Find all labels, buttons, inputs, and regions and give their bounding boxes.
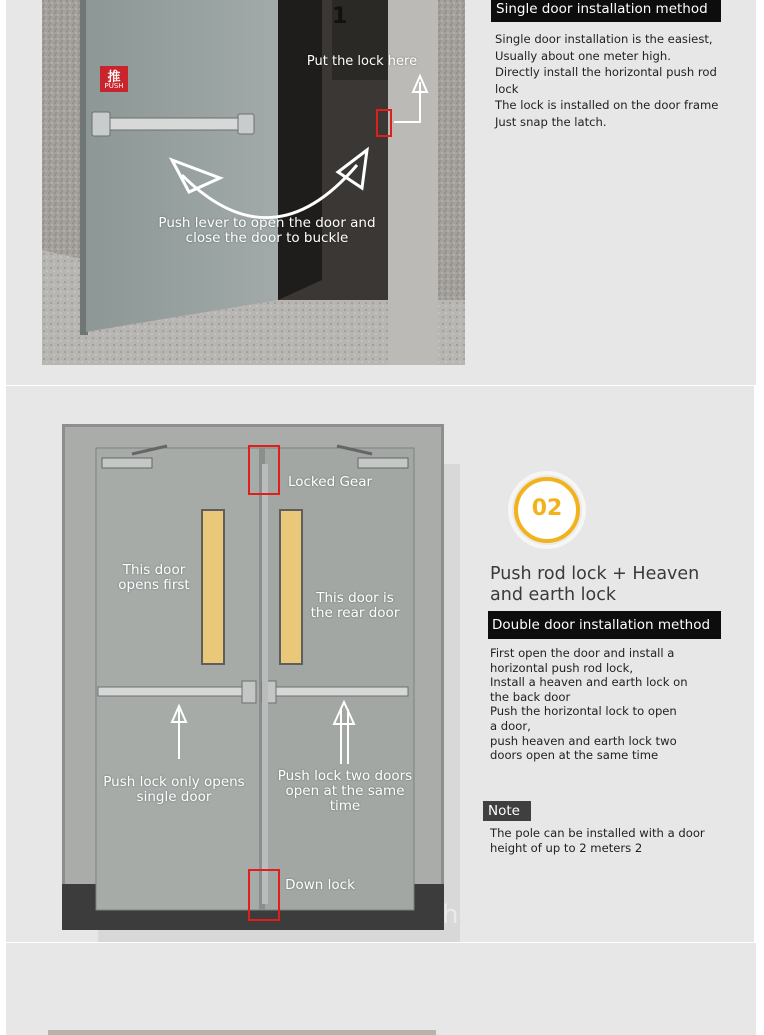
double-door-photo xyxy=(62,424,460,942)
push-two-label: Push lock two doors open at the same time xyxy=(277,768,413,814)
locked-gear-label: Locked Gear xyxy=(287,474,373,490)
step-badge xyxy=(507,470,587,550)
door-number: 1 xyxy=(332,4,348,29)
lock-annotation: Put the lock here xyxy=(306,54,418,69)
note-text: The pole can be installed with a door height of up to 2 meters 2 xyxy=(490,826,705,855)
section2-heading: Push rod lock + Heaven and earth lock xyxy=(490,564,700,605)
double-door-method-label: Double door installation method xyxy=(488,611,721,639)
single-door-photo xyxy=(42,0,465,365)
step-badge-number: 02 xyxy=(531,496,563,521)
single-door-description: Single door installation is the easiest, Usually about one meter high. Directly install the horizontal push rod lock The lock is installed on the door frame Just snap the latch. xyxy=(495,32,719,129)
next-photo-edge xyxy=(48,1030,436,1035)
down-lock-label: Down lock xyxy=(285,877,355,893)
section-next xyxy=(6,943,756,1035)
single-door-method-label: Single door installation method xyxy=(491,0,721,22)
note-label: Note xyxy=(483,801,531,821)
right-door-label: This door is the rear door xyxy=(310,590,400,621)
left-door-label: This door opens first xyxy=(118,562,190,593)
push-sign-cn: 推 xyxy=(107,70,121,85)
push-single-label: Push lock only opens single door xyxy=(103,774,245,805)
push-lever-annotation: Push lever to open the door and close the door to buckle xyxy=(158,215,376,246)
push-sign-en: PUSH xyxy=(104,82,124,90)
double-door-description: First open the door and install a horizontal push rod lock, Install a heaven and earth lock on the back door Push the horizontal lock to open a door, push heaven and earth lock two doors open at the same time xyxy=(490,646,688,763)
watermark: h xyxy=(442,900,459,930)
